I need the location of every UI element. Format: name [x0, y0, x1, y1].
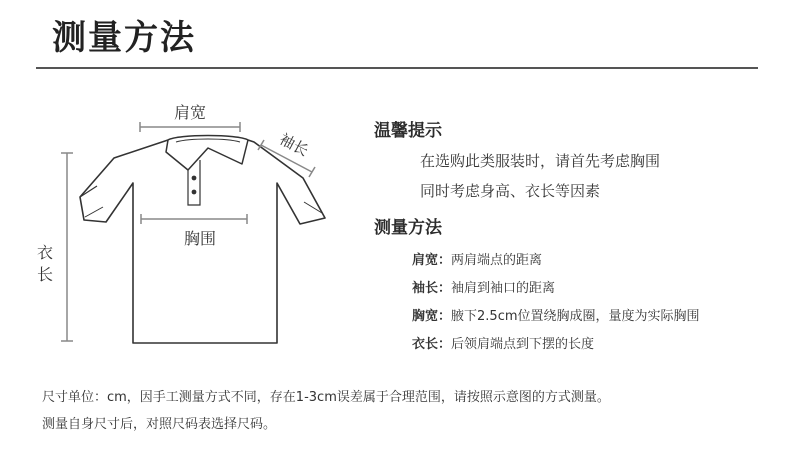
definition-term: 衣长： — [412, 337, 452, 352]
title-divider — [36, 67, 758, 69]
definition-term: 胸宽： — [412, 309, 452, 324]
sleeve-measure-tick-bottom — [309, 167, 315, 177]
shirt-measurement-diagram — [0, 90, 340, 360]
footer-note-1: 尺寸单位：cm，因手工测量方式不同，存在1-3cm误差属于合理范围，请按照示意图的方式测量。 — [42, 390, 610, 405]
button-2 — [192, 190, 197, 195]
shoulder-label: 肩宽 — [173, 103, 207, 122]
length-label-char-1: 衣 — [36, 243, 54, 262]
tips-heading: 温馨提示 — [374, 121, 442, 141]
definition-text: 后领肩端点到下摆的长度 — [451, 337, 595, 352]
definition-length — [412, 333, 594, 352]
definition-shoulder — [412, 249, 542, 268]
sleeve-label: 袖长 — [276, 130, 312, 160]
chest-label: 胸围 — [183, 229, 217, 248]
length-label-char-2: 长 — [36, 265, 54, 284]
definition-text: 腋下2.5cm位置绕胸成圈，量度为实际胸围 — [451, 309, 700, 324]
method-heading: 测量方法 — [374, 218, 442, 238]
definition-text: 两肩端点的距离 — [451, 253, 543, 268]
definition-term: 袖长： — [412, 281, 452, 296]
tip-line-2: 同时考虑身高、衣长等因素 — [420, 182, 601, 200]
definition-chest — [412, 305, 700, 324]
definition-text: 袖肩到袖口的距离 — [451, 281, 556, 296]
footer-note-2: 测量自身尺寸后，对照尺码表选择尺码。 — [42, 417, 277, 432]
left-cuff-band — [85, 207, 103, 217]
definition-term: 肩宽： — [412, 253, 452, 268]
button-1 — [192, 176, 197, 181]
definition-sleeve — [412, 277, 555, 296]
page-title: 测量方法 — [52, 18, 196, 58]
tip-line-1: 在选购此类服装时，请首先考虑胸围 — [420, 152, 661, 170]
